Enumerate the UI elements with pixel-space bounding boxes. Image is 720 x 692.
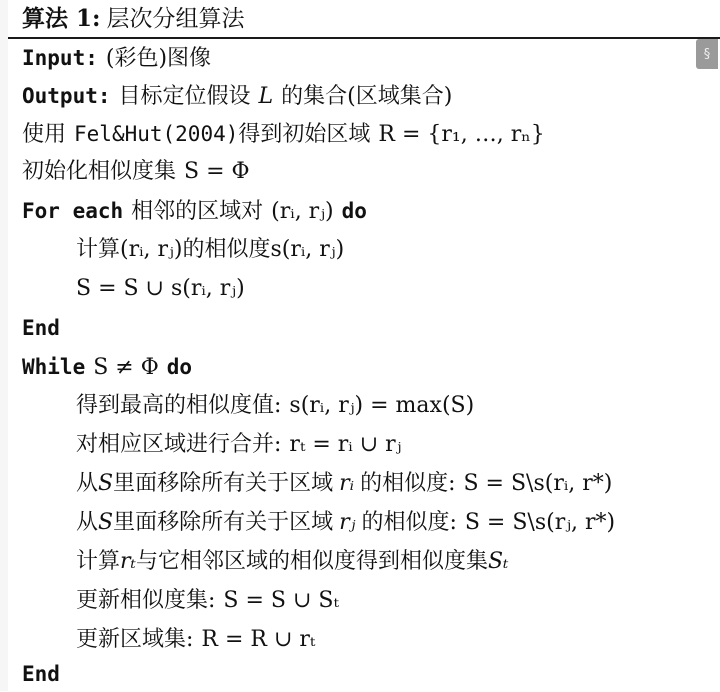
line-text-2: 里面移除所有关于区域: [113, 510, 334, 535]
line-init-regions: [22, 116, 545, 152]
line-text: 得到最高的相似度值:: [76, 393, 282, 418]
line-text: 相邻的区域对: [131, 199, 264, 224]
math-expr: R = R ∪ rₜ: [201, 627, 316, 652]
math-expr-2: rᵢ: [339, 471, 355, 496]
math-expr: S: [98, 471, 114, 496]
line-text: 计算: [76, 549, 121, 574]
math-expr: R = {r₁, …, rₙ}: [378, 122, 545, 147]
math-expr: S ≠ Φ: [93, 355, 159, 380]
math-expr: rₜ: [120, 549, 136, 574]
line-text: 对相应区域进行合并:: [76, 432, 282, 457]
algorithm-title: [22, 2, 245, 36]
line-compute-rt: [76, 544, 508, 580]
line-text-2: 与它相邻区域的相似度得到相似度集: [135, 549, 488, 574]
math-expr-2: s(rᵢ, rⱼ): [270, 237, 345, 262]
line-while: [22, 349, 192, 385]
line-text-2: 得到初始区域: [238, 122, 371, 147]
math-expr: S = Φ: [184, 159, 250, 184]
math-expr: s(rᵢ, rⱼ) = max(S): [289, 393, 475, 418]
line-output: [22, 78, 452, 114]
page-left-edge: [0, 0, 8, 691]
line-end-while: [22, 656, 60, 692]
line-text: 从: [76, 471, 99, 496]
line-union-similarity: [76, 271, 245, 307]
section-icon[interactable]: §: [696, 39, 718, 69]
line-update-similarity: [76, 583, 339, 619]
math-expr: rₜ = rᵢ ∪ rⱼ: [289, 432, 402, 457]
line-text: 更新区域集:: [76, 627, 194, 652]
line-text: 从: [76, 510, 99, 535]
math-expr: S: [98, 510, 114, 535]
line-max-similarity: [76, 388, 474, 424]
math-expr: S = S ∪ Sₜ: [223, 588, 339, 613]
math-expr-2: Sₜ: [487, 549, 509, 574]
line-input: [22, 40, 211, 76]
line-update-regions: [76, 622, 315, 658]
line-remove-ri: [76, 466, 612, 502]
line-text: 更新相似度集:: [76, 588, 216, 613]
algorithm-name: 层次分组算法: [106, 6, 245, 32]
math-expr: (rᵢ, rⱼ): [120, 237, 183, 262]
keyword-input: Input:: [22, 46, 98, 70]
line-end-for: [22, 310, 60, 346]
line-compute-similarity: [76, 232, 344, 268]
math-expr-3: S = S\s(rᵢ, r*): [463, 471, 613, 496]
math-expr: (rᵢ, rⱼ): [271, 199, 334, 224]
keyword-for-each: For each: [22, 199, 124, 223]
citation: Fel&Hut(2004): [74, 122, 239, 146]
line-text: 计算: [76, 237, 121, 262]
line-init-similarity: [22, 154, 250, 190]
line-text-2: 的集合(区域集合): [281, 84, 453, 109]
line-text: (彩色)图像: [105, 46, 212, 71]
line-text-2: 里面移除所有关于区域: [113, 471, 334, 496]
line-text-3: 的相似度:: [361, 510, 457, 535]
line-text: 初始化相似度集: [22, 159, 177, 184]
line-text-2: 的相似度: [182, 237, 271, 262]
math-expr-2: rⱼ: [339, 510, 356, 535]
keyword-while: While: [22, 355, 86, 379]
keyword-end: End: [22, 662, 60, 686]
keyword-output: Output:: [22, 84, 111, 108]
keyword-do: do: [166, 355, 193, 379]
keyword-end: End: [22, 316, 60, 340]
keyword-do: do: [341, 199, 367, 223]
line-for-each: [22, 193, 367, 229]
line-text: 使用: [22, 122, 67, 147]
line-merge-regions: [76, 427, 401, 463]
title-rule: [8, 37, 720, 39]
line-text-3: 的相似度:: [360, 471, 456, 496]
math-expr: L: [258, 84, 274, 109]
line-remove-rj: [76, 505, 615, 541]
math-expr-3: S = S\s(rⱼ, r*): [464, 510, 616, 535]
algorithm-label: 算法 1:: [22, 5, 101, 32]
math-expr: S = S ∪ s(rᵢ, rⱼ): [76, 276, 245, 301]
line-text: 目标定位假设: [118, 84, 251, 109]
